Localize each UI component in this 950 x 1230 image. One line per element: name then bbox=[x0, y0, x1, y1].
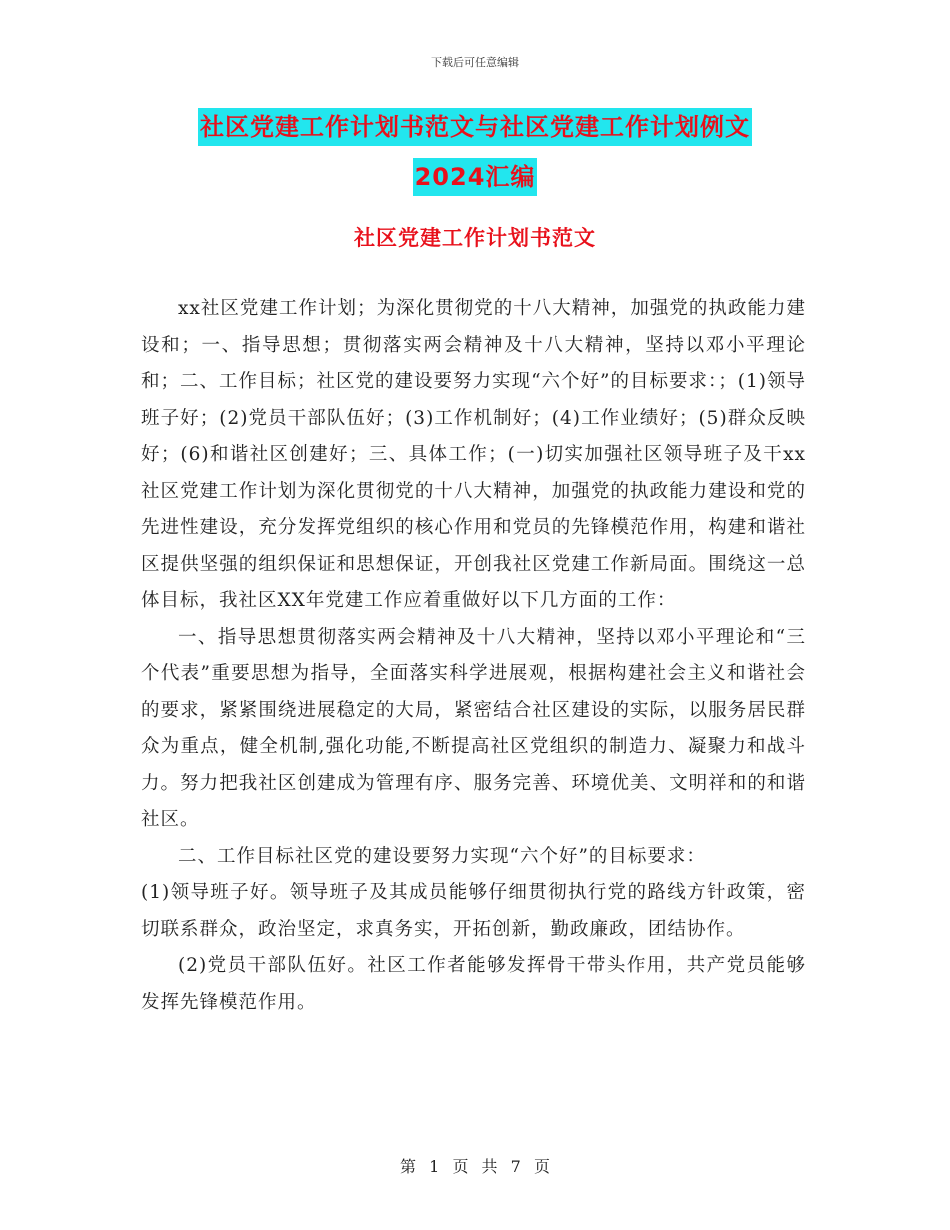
section-title: 社区党建工作计划书范文 bbox=[354, 226, 596, 250]
paragraph: 一、指导思想贯彻落实两会精神及十八大精神，坚持以邓小平理论和“三个代表”重要思想为指导，全面落实科学进展观，根据构建社会主义和谐社会的要求，紧紧围绕进展稳定的大局，紧密结合社区建设的实际，以服务居民群众为重点，健全机制,强化功能,不断提高社区党组织的制造力、凝聚力和战斗力。努力把我社区创建成为管理有序、服务完善、环境优美、文明祥和的和谐社区。 bbox=[141, 626, 806, 830]
footer-page-number: 1 bbox=[429, 1157, 440, 1176]
title-line-1: 社区党建工作计划书范文与社区党建工作计划例文 bbox=[198, 108, 752, 146]
paragraph: (2)党员干部队伍好。社区工作者能够发挥骨干带头作用，共产党员能够发挥先锋模范作用。 bbox=[141, 955, 806, 1013]
paragraph: 二、工作目标社区党的建设要努力实现“六个好”的目标要求： bbox=[178, 845, 706, 867]
paragraph: (1)领导班子好。领导班子及其成员能够仔细贯彻执行党的路线方针政策，密 切联系群众，政治坚定，求真务实，开拓创新，勤政廉政，团结协作。 bbox=[141, 882, 806, 940]
footer-total-pages: 7 bbox=[510, 1157, 521, 1176]
paragraph: xx社区党建工作计划；为深化贯彻党的十八大精神，加强党的执政能力建设和；一、指导思想；贯彻落实两会精神及十八大精神，坚持以邓小平理论和；二、工作目标；社区党的建设要努力实现“六个好”的目标要求：；(1)领导班子好；(2)党员干部队伍好；(3)工作机制好；(4)工作业绩好；(5)群众反映好；(6)和谐社区创建好；三、具体工作；(一)切实加强社区领导班子及干xx社区党建工作计划为深化贯彻党的十八大精神，加强党的执政能力建设和党的先进性建设，充分发挥党组织的核心作用和党员的先锋模范作用，构建和谐社区提供坚强的组织保证和思想保证，开创我社区党建工作新局面。围绕这一总体目标，我社区XX年党建工作应着重做好以下几方面的工作： bbox=[141, 298, 806, 611]
page-header-note: 下载后可任意编辑 bbox=[431, 56, 519, 69]
footer-word: 页 bbox=[452, 1157, 469, 1176]
body-text bbox=[141, 291, 806, 1021]
footer-word: 页 bbox=[533, 1157, 550, 1176]
title-line-2: 2024汇编 bbox=[413, 158, 538, 196]
page-footer bbox=[0, 1154, 950, 1177]
footer-word: 共 bbox=[481, 1157, 498, 1176]
footer-word: 第 bbox=[400, 1157, 417, 1176]
document-title bbox=[0, 108, 950, 196]
